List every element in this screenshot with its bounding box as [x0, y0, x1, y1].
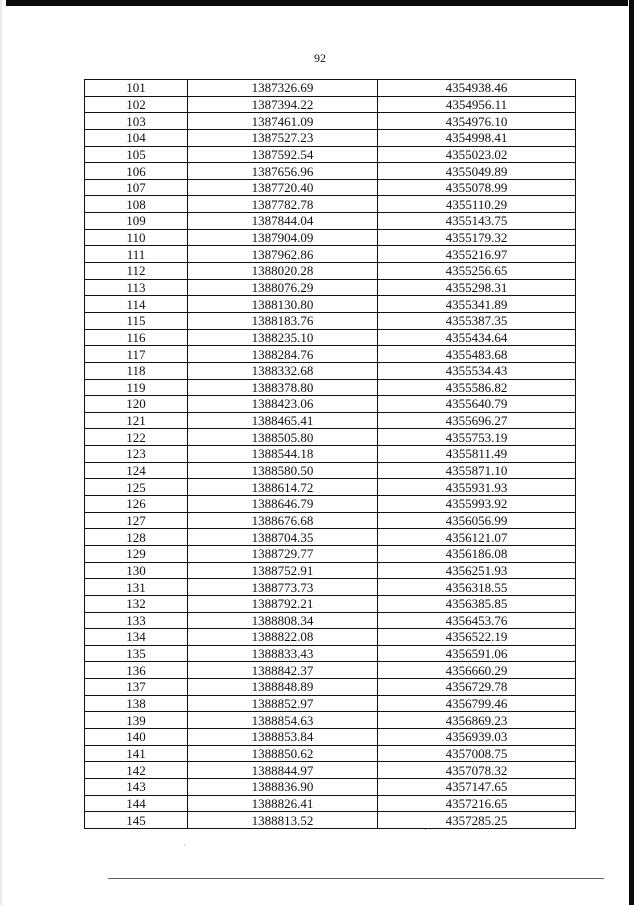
point-number-cell: 130: [85, 562, 188, 579]
point-number-cell: 145: [85, 812, 188, 829]
point-number-cell: 134: [85, 629, 188, 646]
x-coordinate-cell: 1388852.97: [188, 695, 378, 712]
x-coordinate-cell: 1388423.06: [188, 396, 378, 413]
y-coordinate-cell: 4355387.35: [378, 312, 576, 329]
table-row: [85, 80, 576, 97]
table-row: [85, 312, 576, 329]
table-row: [85, 778, 576, 795]
point-number-cell: 110: [85, 229, 188, 246]
y-coordinate-cell: 4357147.65: [378, 778, 576, 795]
point-number-cell: 118: [85, 362, 188, 379]
y-coordinate-cell: 4356121.07: [378, 529, 576, 546]
y-coordinate-cell: 4355640.79: [378, 396, 576, 413]
point-number-cell: 122: [85, 429, 188, 446]
y-coordinate-cell: 4355049.89: [378, 163, 576, 180]
point-number-cell: 112: [85, 263, 188, 280]
point-number-cell: 108: [85, 196, 188, 213]
x-coordinate-cell: 1388704.35: [188, 529, 378, 546]
point-number-cell: 144: [85, 795, 188, 812]
point-number-cell: 136: [85, 662, 188, 679]
point-number-cell: 113: [85, 279, 188, 296]
x-coordinate-cell: 1388332.68: [188, 362, 378, 379]
y-coordinate-cell: 4356453.76: [378, 612, 576, 629]
point-number-cell: 126: [85, 496, 188, 513]
point-number-cell: 143: [85, 778, 188, 795]
table-row: [85, 629, 576, 646]
table-row: [85, 612, 576, 629]
y-coordinate-cell: 4355078.99: [378, 179, 576, 196]
page-left-shadow: [0, 0, 2, 905]
table-row: [85, 163, 576, 180]
x-coordinate-cell: 1388826.41: [188, 795, 378, 812]
table-row: [85, 446, 576, 463]
table-row: [85, 728, 576, 745]
table-row: [85, 113, 576, 130]
x-coordinate-cell: 1388850.62: [188, 745, 378, 762]
y-coordinate-cell: 4355753.19: [378, 429, 576, 446]
point-number-cell: 139: [85, 712, 188, 729]
table-row: [85, 213, 576, 230]
y-coordinate-cell: 4355179.32: [378, 229, 576, 246]
table-row: [85, 279, 576, 296]
y-coordinate-cell: 4356729.78: [378, 679, 576, 696]
y-coordinate-cell: 4356251.93: [378, 562, 576, 579]
point-number-cell: 123: [85, 446, 188, 463]
point-number-cell: 101: [85, 80, 188, 97]
point-number-cell: 121: [85, 412, 188, 429]
scan-top-border: [6, 0, 628, 6]
point-number-cell: 141: [85, 745, 188, 762]
x-coordinate-cell: 1388844.97: [188, 762, 378, 779]
table-row: [85, 246, 576, 263]
y-coordinate-cell: 4356186.08: [378, 545, 576, 562]
x-coordinate-cell: 1388808.34: [188, 612, 378, 629]
table-row: [85, 595, 576, 612]
y-coordinate-cell: 4356056.99: [378, 512, 576, 529]
table-row: [85, 296, 576, 313]
x-coordinate-cell: 1387904.09: [188, 229, 378, 246]
scan-speck: [425, 829, 426, 830]
x-coordinate-cell: 1387527.23: [188, 129, 378, 146]
table-row: [85, 462, 576, 479]
y-coordinate-cell: 4354956.11: [378, 96, 576, 113]
point-number-cell: 125: [85, 479, 188, 496]
point-number-cell: 142: [85, 762, 188, 779]
x-coordinate-cell: 1387962.86: [188, 246, 378, 263]
x-coordinate-cell: 1388130.80: [188, 296, 378, 313]
x-coordinate-cell: 1387656.96: [188, 163, 378, 180]
table-row: [85, 795, 576, 812]
point-number-cell: 140: [85, 728, 188, 745]
y-coordinate-cell: 4354976.10: [378, 113, 576, 130]
x-coordinate-cell: 1388465.41: [188, 412, 378, 429]
table-row: [85, 745, 576, 762]
y-coordinate-cell: 4355586.82: [378, 379, 576, 396]
table-row: [85, 346, 576, 363]
y-coordinate-cell: 4356939.03: [378, 728, 576, 745]
table-row: [85, 496, 576, 513]
y-coordinate-cell: 4357078.32: [378, 762, 576, 779]
x-coordinate-cell: 1388836.90: [188, 778, 378, 795]
x-coordinate-cell: 1387720.40: [188, 179, 378, 196]
x-coordinate-cell: 1388378.80: [188, 379, 378, 396]
point-number-cell: 129: [85, 545, 188, 562]
table-row: [85, 695, 576, 712]
point-number-cell: 104: [85, 129, 188, 146]
point-number-cell: 105: [85, 146, 188, 163]
y-coordinate-cell: 4355341.89: [378, 296, 576, 313]
point-number-cell: 135: [85, 645, 188, 662]
point-number-cell: 117: [85, 346, 188, 363]
table-row: [85, 429, 576, 446]
point-number-cell: 131: [85, 579, 188, 596]
table-row: [85, 662, 576, 679]
point-number-cell: 102: [85, 96, 188, 113]
table-row: [85, 196, 576, 213]
x-coordinate-cell: 1388505.80: [188, 429, 378, 446]
y-coordinate-cell: 4355110.29: [378, 196, 576, 213]
point-number-cell: 128: [85, 529, 188, 546]
x-coordinate-cell: 1388773.73: [188, 579, 378, 596]
y-coordinate-cell: 4355811.49: [378, 446, 576, 463]
bottom-rule: [108, 878, 604, 879]
coordinate-table-container: [84, 79, 575, 829]
table-row: [85, 479, 576, 496]
table-row: [85, 529, 576, 546]
x-coordinate-cell: 1388676.68: [188, 512, 378, 529]
point-number-cell: 119: [85, 379, 188, 396]
point-number-cell: 107: [85, 179, 188, 196]
y-coordinate-cell: 4355534.43: [378, 362, 576, 379]
y-coordinate-cell: 4355993.92: [378, 496, 576, 513]
point-number-cell: 114: [85, 296, 188, 313]
x-coordinate-cell: 1388580.50: [188, 462, 378, 479]
table-row: [85, 579, 576, 596]
point-number-cell: 137: [85, 679, 188, 696]
x-coordinate-cell: 1388646.79: [188, 496, 378, 513]
x-coordinate-cell: 1388614.72: [188, 479, 378, 496]
y-coordinate-cell: 4356799.46: [378, 695, 576, 712]
x-coordinate-cell: 1388792.21: [188, 595, 378, 612]
y-coordinate-cell: 4356660.29: [378, 662, 576, 679]
point-number-cell: 116: [85, 329, 188, 346]
table-row: [85, 679, 576, 696]
point-number-cell: 115: [85, 312, 188, 329]
table-row: [85, 545, 576, 562]
coordinate-table-body: [85, 80, 576, 829]
table-row: [85, 146, 576, 163]
x-coordinate-cell: 1388284.76: [188, 346, 378, 363]
point-number-cell: 106: [85, 163, 188, 180]
table-row: [85, 329, 576, 346]
point-number-cell: 109: [85, 213, 188, 230]
point-number-cell: 120: [85, 396, 188, 413]
scan-right-border: [629, 0, 634, 905]
x-coordinate-cell: 1388183.76: [188, 312, 378, 329]
point-number-cell: 132: [85, 595, 188, 612]
table-row: [85, 229, 576, 246]
table-row: [85, 96, 576, 113]
table-row: [85, 712, 576, 729]
y-coordinate-cell: 4354938.46: [378, 80, 576, 97]
y-coordinate-cell: 4356385.85: [378, 595, 576, 612]
y-coordinate-cell: 4356869.23: [378, 712, 576, 729]
table-row: [85, 412, 576, 429]
y-coordinate-cell: 4355483.68: [378, 346, 576, 363]
point-number-cell: 111: [85, 246, 188, 263]
x-coordinate-cell: 1388235.10: [188, 329, 378, 346]
x-coordinate-cell: 1388020.28: [188, 263, 378, 280]
y-coordinate-cell: 4356318.55: [378, 579, 576, 596]
y-coordinate-cell: 4355023.02: [378, 146, 576, 163]
y-coordinate-cell: 4355143.75: [378, 213, 576, 230]
x-coordinate-cell: 1387461.09: [188, 113, 378, 130]
y-coordinate-cell: 4355871.10: [378, 462, 576, 479]
y-coordinate-cell: 4355298.31: [378, 279, 576, 296]
table-row: [85, 129, 576, 146]
x-coordinate-cell: 1387592.54: [188, 146, 378, 163]
table-row: [85, 379, 576, 396]
x-coordinate-cell: 1387394.22: [188, 96, 378, 113]
y-coordinate-cell: 4354998.41: [378, 129, 576, 146]
table-row: [85, 362, 576, 379]
x-coordinate-cell: 1388853.84: [188, 728, 378, 745]
point-number-cell: 133: [85, 612, 188, 629]
x-coordinate-cell: 1388752.91: [188, 562, 378, 579]
coordinate-table: [84, 79, 576, 829]
table-row: [85, 263, 576, 280]
x-coordinate-cell: 1387326.69: [188, 80, 378, 97]
x-coordinate-cell: 1388544.18: [188, 446, 378, 463]
point-number-cell: 124: [85, 462, 188, 479]
table-row: [85, 762, 576, 779]
x-coordinate-cell: 1388813.52: [188, 812, 378, 829]
page-number: 92: [314, 51, 326, 65]
y-coordinate-cell: 4355256.65: [378, 263, 576, 280]
y-coordinate-cell: 4355931.93: [378, 479, 576, 496]
scan-speck: [184, 844, 185, 845]
y-coordinate-cell: 4355434.64: [378, 329, 576, 346]
point-number-cell: 127: [85, 512, 188, 529]
y-coordinate-cell: 4356522.19: [378, 629, 576, 646]
x-coordinate-cell: 1387844.04: [188, 213, 378, 230]
point-number-cell: 103: [85, 113, 188, 130]
y-coordinate-cell: 4357008.75: [378, 745, 576, 762]
table-row: [85, 179, 576, 196]
x-coordinate-cell: 1388076.29: [188, 279, 378, 296]
x-coordinate-cell: 1388848.89: [188, 679, 378, 696]
y-coordinate-cell: 4357216.65: [378, 795, 576, 812]
table-row: [85, 562, 576, 579]
y-coordinate-cell: 4357285.25: [378, 812, 576, 829]
x-coordinate-cell: 1387782.78: [188, 196, 378, 213]
x-coordinate-cell: 1388833.43: [188, 645, 378, 662]
table-row: [85, 812, 576, 829]
y-coordinate-cell: 4356591.06: [378, 645, 576, 662]
y-coordinate-cell: 4355216.97: [378, 246, 576, 263]
table-row: [85, 396, 576, 413]
x-coordinate-cell: 1388729.77: [188, 545, 378, 562]
table-row: [85, 512, 576, 529]
table-row: [85, 645, 576, 662]
y-coordinate-cell: 4355696.27: [378, 412, 576, 429]
x-coordinate-cell: 1388842.37: [188, 662, 378, 679]
x-coordinate-cell: 1388822.08: [188, 629, 378, 646]
point-number-cell: 138: [85, 695, 188, 712]
x-coordinate-cell: 1388854.63: [188, 712, 378, 729]
